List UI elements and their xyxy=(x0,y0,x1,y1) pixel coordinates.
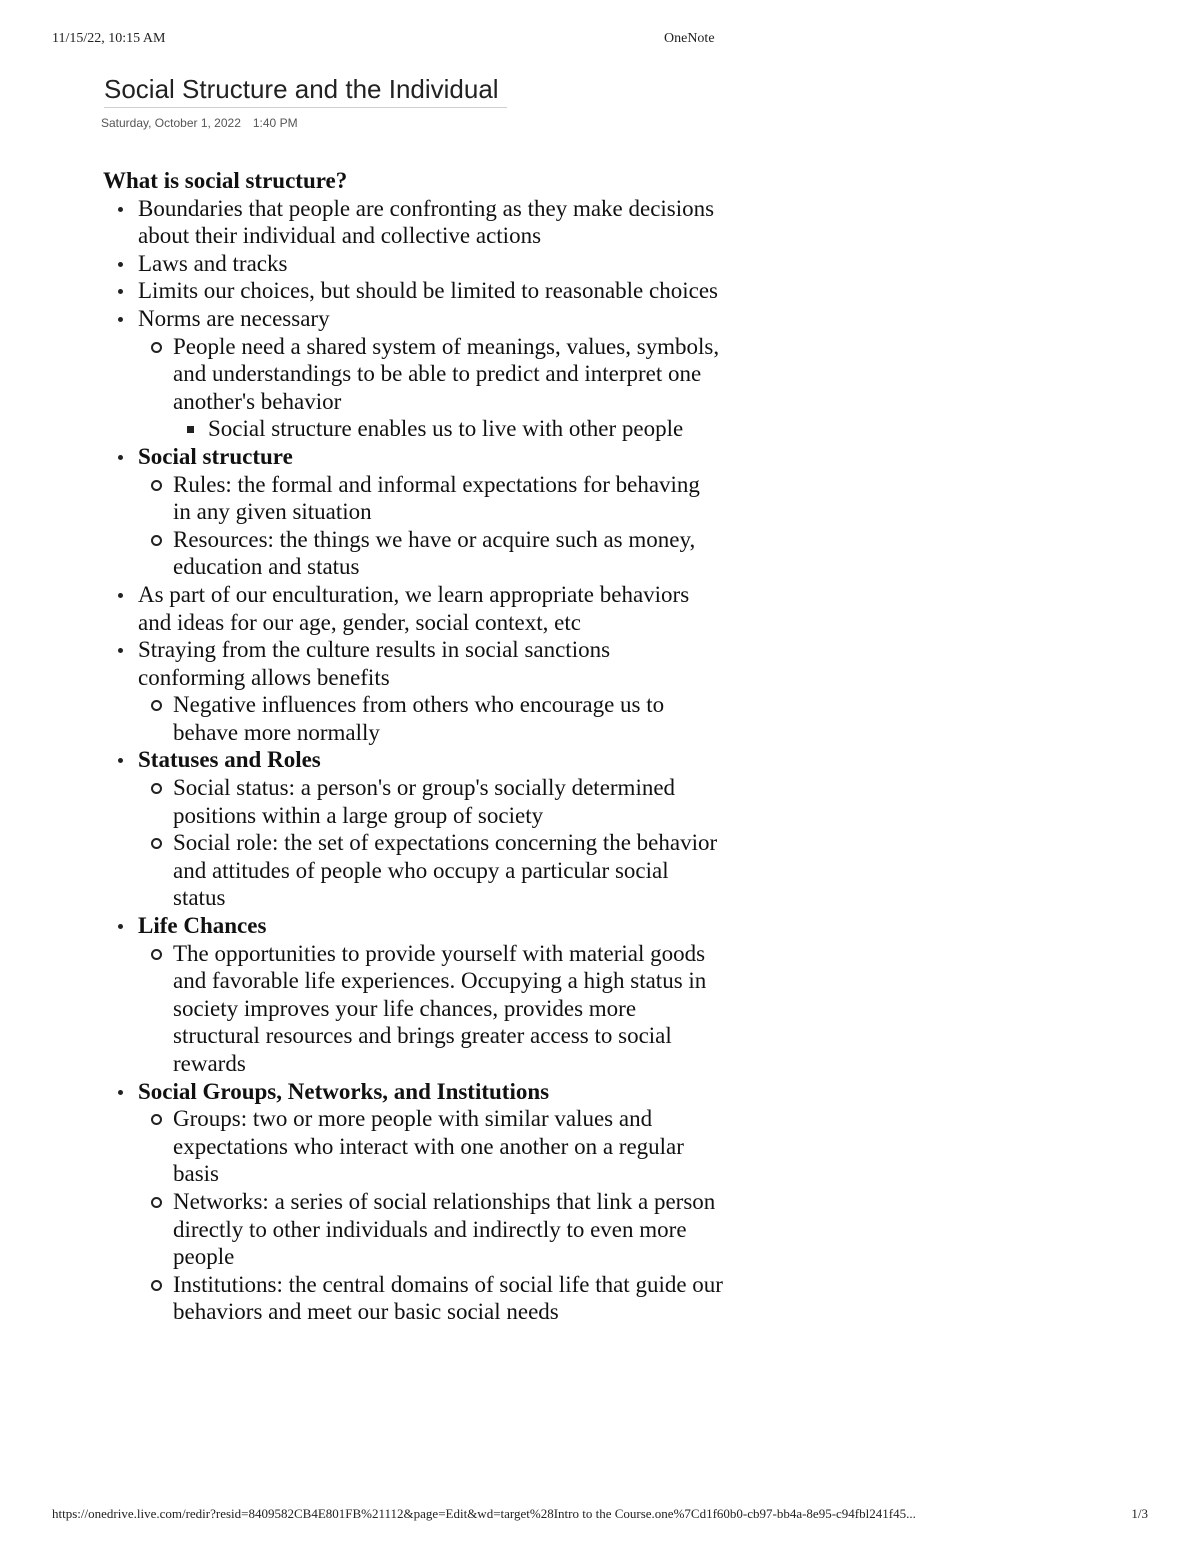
sub-list xyxy=(138,691,723,746)
page-title[interactable]: Social Structure and the Individual xyxy=(104,74,507,108)
list-item-text: Boundaries that people are confronting as they make decisions about their individual and collective actions xyxy=(138,195,715,249)
bullet-list xyxy=(103,195,723,1326)
section-heading: What is social structure? xyxy=(103,168,348,193)
list-item-text: Life Chances xyxy=(138,913,267,939)
sub-sub-list-item xyxy=(173,415,723,443)
bullet-dot-icon xyxy=(118,924,123,929)
list-item-text: Statuses and Roles xyxy=(138,747,321,773)
list-item-text: Straying from the culture results in social sanctions conforming allows benefits xyxy=(138,637,611,690)
bullet-dot-icon xyxy=(118,758,123,763)
bullet-circle-icon xyxy=(151,342,162,353)
bullet-circle-icon xyxy=(151,1114,162,1125)
list-item-text: As part of our enculturation, we learn appropriate behaviors and ideas for our age, gender, social context, etc xyxy=(138,581,690,635)
list-item xyxy=(103,636,723,746)
print-app-name: OneNote xyxy=(664,31,715,46)
sub-list-item-text: Rules: the formal and informal expectations for behaving in any given situation xyxy=(173,471,700,525)
sub-list-item-text: Institutions: the central domains of social life that guide our behaviors and meet our basic social needs xyxy=(173,1271,723,1325)
bullet-circle-icon xyxy=(151,838,162,849)
bullet-circle-icon xyxy=(151,535,162,546)
list-item-text: Norms are necessary xyxy=(138,305,330,331)
bullet-dot-icon xyxy=(118,207,123,212)
list-item xyxy=(103,443,723,581)
list-item-text: Social structure xyxy=(138,443,293,469)
print-timestamp: 11/15/22, 10:15 AM xyxy=(52,31,166,46)
bullet-dot-icon xyxy=(118,648,123,653)
bullet-square-icon xyxy=(187,426,194,433)
page-time: 1:40 PM xyxy=(252,116,298,130)
print-page-number: 1/3 xyxy=(1131,1506,1148,1521)
bullet-dot-icon xyxy=(118,317,123,322)
sub-list-item xyxy=(138,691,723,746)
sub-list-item xyxy=(138,333,723,443)
bullet-circle-icon xyxy=(151,783,162,794)
sub-list-item-text: The opportunities to provide yourself with material goods and favorable life experiences. Occupying a high status in society improves your life chances, provides more structural resources and brings greater access to social rewards xyxy=(173,940,707,1076)
sub-list-item-text: Negative influences from others who encourage us to behave more normally xyxy=(173,692,665,745)
sub-list-item xyxy=(138,1188,723,1271)
sub-list-item-text: People need a shared system of meanings, values, symbols, and understandings to be able to predict and interpret one another's behavior xyxy=(173,333,720,414)
sub-list-item-text: Resources: the things we have or acquire such as money, education and status xyxy=(173,526,696,580)
page-date: Saturday, October 1, 2022 xyxy=(101,116,241,130)
bullet-dot-icon xyxy=(118,1090,123,1095)
list-item-text: Limits our choices, but should be limited to reasonable choices xyxy=(138,278,718,304)
bullet-circle-icon xyxy=(151,1197,162,1208)
bullet-circle-icon xyxy=(151,700,162,711)
list-item xyxy=(103,250,723,278)
print-header xyxy=(52,31,1148,51)
bullet-dot-icon xyxy=(118,289,123,294)
list-item xyxy=(103,277,723,305)
bullet-circle-icon xyxy=(151,949,162,960)
sub-list-item xyxy=(138,1105,723,1188)
sub-list xyxy=(138,1105,723,1326)
sub-list-item xyxy=(138,829,723,912)
sub-sub-list-item-text: Social structure enables us to live with other people xyxy=(208,416,684,442)
bullet-circle-icon xyxy=(151,1280,162,1291)
bullet-dot-icon xyxy=(118,262,123,267)
sub-list-item xyxy=(138,940,723,1078)
bullet-dot-icon xyxy=(118,455,123,460)
list-item xyxy=(103,746,723,912)
print-footer xyxy=(52,1506,1148,1526)
sub-list-item xyxy=(138,1271,723,1326)
sub-list xyxy=(138,940,723,1078)
sub-list-item xyxy=(138,774,723,829)
bullet-circle-icon xyxy=(151,480,162,491)
list-item-text: Social Groups, Networks, and Institutions xyxy=(138,1078,550,1104)
list-item-text: Laws and tracks xyxy=(138,250,288,276)
sub-list xyxy=(138,774,723,912)
bullet-dot-icon xyxy=(118,593,123,598)
list-item xyxy=(103,195,723,250)
list-item xyxy=(103,305,723,443)
sub-list-item-text: Networks: a series of social relationships that link a person directly to other individuals and indirectly to even more people xyxy=(173,1188,716,1270)
sub-sub-list xyxy=(173,415,723,443)
sub-list xyxy=(138,471,723,581)
list-item xyxy=(103,1078,723,1326)
print-url: https://onedrive.live.com/redir?resid=8409582CB4E801FB%21112&page=Edit&wd=target%28Intro to the Course.one%7Cd1f60b0-cb97-bb4a-8e95-c94fbl241f45... xyxy=(52,1506,916,1521)
sub-list xyxy=(138,333,723,443)
sub-list-item-text: Social status: a person's or group's socially determined positions within a large group of society xyxy=(173,775,676,828)
page-date-time xyxy=(101,116,298,130)
note-content[interactable] xyxy=(103,167,723,1326)
list-item xyxy=(103,912,723,1078)
sub-list-item-text: Social role: the set of expectations concerning the behavior and attitudes of people who occupy a particular social status xyxy=(173,830,718,911)
sub-list-item xyxy=(138,471,723,526)
list-item xyxy=(103,581,723,636)
sub-list-item-text: Groups: two or more people with similar values and expectations who interact with one another on a regular basis xyxy=(173,1106,684,1187)
sub-list-item xyxy=(138,526,723,581)
